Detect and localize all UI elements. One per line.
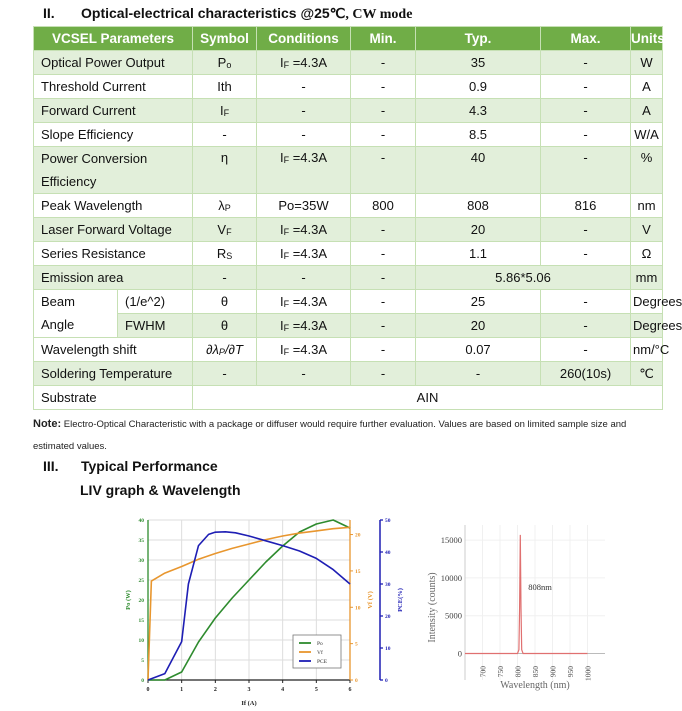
unit-cell: W/A — [631, 123, 663, 147]
min-cell: - — [351, 266, 416, 290]
header-conditions: Conditions — [257, 27, 351, 51]
liv-pce-tick-label: 20 — [385, 614, 391, 620]
max-cell: - — [541, 51, 631, 75]
param-cell: Substrate — [34, 386, 193, 410]
liv-po-tick-label: 15 — [138, 618, 144, 624]
spectrum-chart — [415, 510, 615, 710]
characteristics-table — [33, 26, 682, 410]
param-cell: Forward Current — [34, 99, 193, 123]
table-header-row — [34, 27, 663, 51]
condition-cell: $I_F =4.3A$ — [257, 147, 351, 194]
condition-cell: Po=35W — [257, 194, 351, 218]
param-cell: Series Resistance — [34, 242, 193, 266]
liv-vf-tick-label: 0 — [355, 678, 358, 684]
symbol-cell: η — [193, 147, 257, 194]
liv-x-tick-label: 1 — [180, 687, 184, 693]
unit-cell: nm/°C — [631, 338, 663, 362]
min-cell: - — [351, 218, 416, 242]
spec-x-tick-label: 850 — [531, 666, 540, 678]
typ-cell: 8.5 — [416, 123, 541, 147]
liv-po-tick-label: 5 — [141, 658, 144, 664]
typ-cell: 0.07 — [416, 338, 541, 362]
table-row — [34, 314, 663, 338]
unit-cell: % — [631, 147, 663, 194]
param-cell: Peak Wavelength — [34, 194, 193, 218]
table-row — [34, 290, 663, 314]
table-row — [34, 242, 663, 266]
table-row — [34, 194, 663, 218]
liv-x-tick-label: 0 — [146, 687, 150, 693]
spec-y-tick-label: 10000 — [440, 572, 462, 583]
param-cell: Soldering Temperature — [34, 362, 193, 386]
table-row — [34, 75, 663, 99]
spec-x-tick-label: 900 — [548, 666, 558, 678]
symbol-cell: $\partial\lambda_P/\partial T$ — [193, 338, 257, 362]
unit-cell: A — [631, 99, 663, 123]
min-cell: - — [351, 123, 416, 147]
max-cell: - — [541, 218, 631, 242]
max-cell: 260(10s) — [541, 362, 631, 386]
unit-cell: Degrees — [631, 314, 663, 338]
symbol-cell: $P_o$ — [193, 51, 257, 75]
liv-legend-label: Po — [317, 641, 323, 647]
min-cell: - — [351, 75, 416, 99]
symbol-cell: $\lambda_P$ — [193, 194, 257, 218]
liv-x-tick-label: 4 — [281, 687, 285, 693]
liv-vf-tick-label: 15 — [355, 568, 361, 575]
liv-pce-tick-label: 50 — [385, 518, 391, 524]
unit-cell: nm — [631, 194, 663, 218]
param-cell: Power Conversion Efficiency — [34, 147, 193, 194]
typ-cell: 20 — [416, 314, 541, 338]
table-row — [34, 51, 663, 75]
liv-pce-axis-label: PCE(%) — [397, 588, 404, 612]
header-typ: Typ. — [416, 27, 541, 51]
param-cell: Wavelength shift — [34, 338, 193, 362]
liv-legend-label: Vf — [317, 650, 323, 656]
symbol-cell: - — [193, 362, 257, 386]
symbol-cell: θ — [193, 314, 257, 338]
typ-cell: 25 — [416, 290, 541, 314]
note — [33, 413, 658, 458]
section-3-title-text: Typical Performance — [81, 458, 218, 474]
section-2-title-mode: , CW mode — [345, 7, 413, 22]
max-cell: - — [541, 242, 631, 266]
liv-subtitle: LIV graph & Wavelength — [80, 482, 241, 498]
table-row — [34, 218, 663, 242]
param-cell: Optical Power Output — [34, 51, 193, 75]
spec-x-tick-label: 800 — [513, 666, 523, 678]
section-3-title — [43, 458, 218, 474]
section-2-title — [43, 5, 412, 23]
condition-cell: - — [257, 75, 351, 99]
min-cell: - — [351, 51, 416, 75]
substrate-value-cell: AIN — [193, 386, 663, 410]
table-row — [34, 386, 663, 410]
liv-x-tick-label: 3 — [247, 687, 251, 693]
min-cell: 800 — [351, 194, 416, 218]
condition-cell: $I_F =4.3A$ — [257, 242, 351, 266]
typ-cell: 5.86*5.06 — [416, 266, 631, 290]
param-cell: Threshold Current — [34, 75, 193, 99]
condition-cell: $I_F =4.3A$ — [257, 51, 351, 75]
spec-x-tick-label: 950 — [566, 666, 575, 678]
max-cell: - — [541, 99, 631, 123]
param-cell: Laser Forward Voltage — [34, 218, 193, 242]
unit-cell: Ω — [631, 242, 663, 266]
header-parameters: VCSEL Parameters — [34, 27, 193, 51]
param-cell: Emission area — [34, 266, 193, 290]
condition-cell: - — [257, 123, 351, 147]
symbol-cell: θ — [193, 290, 257, 314]
condition-cell: $I_F =4.3A$ — [257, 314, 351, 338]
sub-param-cell: FWHM — [118, 314, 193, 338]
symbol-cell: - — [193, 123, 257, 147]
sub-param-cell: (1/e^2) — [118, 290, 193, 314]
typ-cell: 4.3 — [416, 99, 541, 123]
condition-cell: - — [257, 362, 351, 386]
liv-po-axis-label: Po (W) — [125, 590, 132, 610]
liv-po-tick-label: 35 — [138, 538, 144, 544]
min-cell: - — [351, 314, 416, 338]
max-cell: - — [541, 314, 631, 338]
liv-x-axis-label: If (A) — [241, 700, 257, 707]
table-row — [34, 99, 663, 123]
section-2-number: II. — [43, 5, 55, 21]
max-cell: - — [541, 290, 631, 314]
header-symbol: Symbol — [193, 27, 257, 51]
symbol-cell: $V_F$ — [193, 218, 257, 242]
condition-cell: $I_F =4.3A$ — [257, 290, 351, 314]
max-cell: - — [541, 123, 631, 147]
unit-cell: V — [631, 218, 663, 242]
min-cell: - — [351, 99, 416, 123]
unit-cell: W — [631, 51, 663, 75]
unit-cell: Degrees — [631, 290, 663, 314]
spec-x-axis-label: Wavelength (nm) — [500, 680, 570, 691]
liv-po-tick-label: 10 — [138, 638, 144, 644]
liv-pce-tick-label: 30 — [385, 582, 391, 588]
condition-cell: - — [257, 266, 351, 290]
max-cell: - — [541, 75, 631, 99]
liv-po-tick-label: 0 — [141, 678, 144, 684]
liv-po-tick-label: 40 — [138, 518, 144, 524]
max-cell: - — [541, 147, 631, 194]
liv-vf-tick-label: 5 — [355, 641, 358, 648]
table-row — [34, 266, 663, 290]
spec-x-tick-label: 700 — [478, 666, 488, 678]
min-cell: - — [351, 362, 416, 386]
condition-cell: $I_F =4.3A$ — [257, 218, 351, 242]
liv-legend-label: PCE — [317, 659, 328, 665]
max-cell: 816 — [541, 194, 631, 218]
table-row — [34, 338, 663, 362]
typ-cell: 20 — [416, 218, 541, 242]
min-cell: - — [351, 147, 416, 194]
liv-vf-tick-label: 20 — [355, 532, 361, 539]
liv-pce-tick-label: 10 — [385, 646, 391, 652]
typ-cell: 1.1 — [416, 242, 541, 266]
min-cell: - — [351, 338, 416, 362]
spec-y-axis-label: Intensity (counts) — [427, 572, 438, 643]
spec-series-line — [465, 535, 588, 654]
header-max: Max. — [541, 27, 631, 51]
spec-peak-annotation: 808nm — [528, 581, 552, 592]
condition-cell: $I_F =4.3A$ — [257, 338, 351, 362]
typ-cell: 0.9 — [416, 75, 541, 99]
spec-x-tick-label: 750 — [496, 666, 505, 678]
table-row — [34, 147, 663, 194]
param-cell: Slope Efficiency — [34, 123, 193, 147]
liv-vf-tick-label: 10 — [355, 605, 361, 612]
unit-cell: mm — [631, 266, 663, 290]
liv-pce-tick-label: 40 — [385, 550, 391, 556]
typ-cell: 35 — [416, 51, 541, 75]
section-2-title-text: Optical-electrical characteristics @25℃ — [81, 5, 346, 21]
spec-y-tick-label: 0 — [457, 648, 462, 659]
param-cell: Beam Angle — [34, 290, 118, 338]
liv-x-tick-label: 2 — [213, 687, 217, 693]
liv-po-tick-label: 25 — [138, 578, 144, 584]
liv-x-tick-label: 5 — [314, 687, 318, 693]
min-cell: - — [351, 290, 416, 314]
liv-po-tick-label: 30 — [138, 558, 144, 564]
liv-x-tick-label: 6 — [348, 687, 352, 693]
header-min: Min. — [351, 27, 416, 51]
note-text: Electro-Optical Characteristic with a package or diffuser would require further evaluation. Values are based on limited sample size and estimated values. — [33, 419, 627, 452]
note-label: Note: — [33, 418, 62, 430]
typ-cell: 40 — [416, 147, 541, 194]
symbol-cell: - — [193, 266, 257, 290]
spec-y-tick-label: 15000 — [440, 535, 462, 546]
min-cell: - — [351, 242, 416, 266]
unit-cell: A — [631, 75, 663, 99]
symbol-cell: $I_F$ — [193, 99, 257, 123]
max-cell: - — [541, 338, 631, 362]
table-row — [34, 123, 663, 147]
typ-cell: - — [416, 362, 541, 386]
symbol-cell: Ith — [193, 75, 257, 99]
liv-po-tick-label: 20 — [138, 598, 144, 604]
unit-cell: ℃ — [631, 362, 663, 386]
section-3-number: III. — [43, 458, 59, 474]
symbol-cell: $R_S$ — [193, 242, 257, 266]
condition-cell: - — [257, 99, 351, 123]
liv-vf-axis-label: Vf (V) — [367, 591, 374, 609]
liv-pce-tick-label: 0 — [385, 678, 388, 684]
liv-chart — [120, 510, 410, 710]
table-row — [34, 362, 663, 386]
spec-y-tick-label: 5000 — [445, 610, 462, 621]
typ-cell: 808 — [416, 194, 541, 218]
header-units: Units — [631, 27, 663, 51]
spec-x-tick-label: 1000 — [583, 666, 593, 681]
